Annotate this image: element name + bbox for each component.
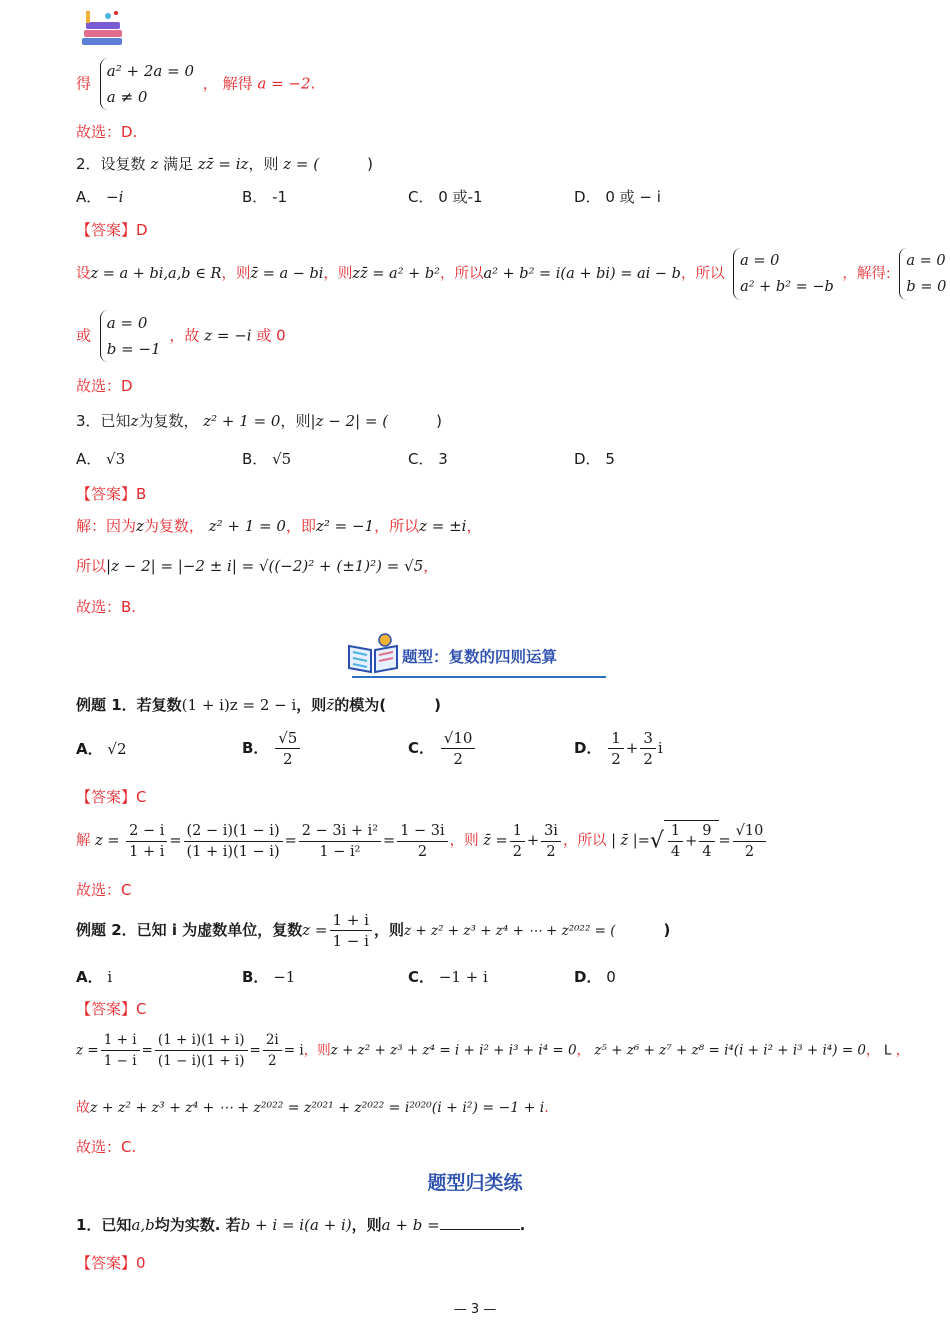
ex2-option-d[interactable] — [574, 966, 616, 987]
page-number: — 3 — — [453, 1302, 497, 1317]
frac-den: 1 − i — [103, 1053, 137, 1069]
math: | z̄ |= — [611, 833, 650, 849]
frac-num: 2i — [263, 1030, 282, 1051]
math: z + z² + z³ + z⁴ + ⋯ + z²⁰²² = ( — [403, 923, 616, 939]
text: ，则 — [449, 833, 479, 849]
option-letter: B． — [242, 450, 268, 468]
open-book-icon — [345, 632, 401, 676]
q1-solution-line — [76, 58, 315, 110]
option-letter: C． — [408, 968, 435, 986]
math: zz̄ = iz — [197, 155, 249, 173]
ex2-choice: 故选：C. — [76, 1138, 137, 1156]
option-letter: C． — [408, 739, 435, 757]
text: 所以 — [76, 557, 107, 575]
option-value: 3 — [438, 450, 448, 468]
option-value: −1 + i — [438, 968, 488, 986]
text: ，即 — [285, 517, 316, 535]
frac-num: 2 − i — [126, 821, 167, 842]
ex1-option-a[interactable] — [76, 738, 127, 759]
frac-den: (1 − i)(1 + i) — [157, 1053, 245, 1069]
sys-line: b = 0 — [906, 279, 947, 295]
option-value: 0 或-1 — [438, 188, 483, 206]
frac-num: √10 — [441, 728, 476, 749]
q2-solution-line1 — [76, 248, 950, 300]
text: ) — [663, 921, 671, 939]
math: z̄ = a − bi — [250, 266, 324, 282]
math: a,b — [131, 1216, 155, 1234]
q3-option-d[interactable] — [574, 448, 615, 469]
ex1-option-d[interactable] — [574, 728, 663, 769]
q2-answer: 【答案】D — [76, 221, 148, 239]
frac-num: (2 − i)(1 − i) — [184, 821, 283, 842]
frac-num: √10 — [733, 821, 767, 842]
frac-num: (1 + i)(1 + i) — [155, 1030, 248, 1051]
header-books-icon — [78, 8, 130, 50]
frac-den: 2 — [643, 750, 653, 768]
frac-num: √5 — [275, 728, 300, 749]
math: z = ( — [283, 155, 320, 173]
frac-den: 4 — [670, 844, 681, 860]
q3-option-a[interactable] — [76, 448, 125, 469]
math: a = −2 — [257, 74, 311, 93]
option-letter: D． — [574, 450, 601, 468]
text: ， — [895, 1042, 910, 1059]
math: z — [150, 155, 159, 173]
math: |z − 2| = |−2 ± i| = √((−2)² + (±1)²) = √5 — [106, 557, 424, 575]
math: z² + 1 = 0 — [208, 517, 286, 535]
option-letter: A． — [76, 968, 103, 986]
q3-option-b[interactable] — [242, 448, 291, 469]
q2-option-d[interactable] — [574, 186, 661, 207]
text: ，所以 — [439, 266, 484, 282]
math: + — [625, 739, 639, 757]
option-value: i — [107, 968, 113, 986]
option-letter: D． — [574, 739, 602, 757]
text: 1．已知 — [76, 1216, 132, 1234]
math: z — [136, 517, 144, 535]
frac-num: 3 — [640, 728, 656, 749]
p1-answer: 【答案】0 — [76, 1254, 146, 1272]
option-value: √2 — [107, 740, 127, 758]
text: 为复数， — [138, 412, 199, 430]
option-value: -1 — [272, 188, 288, 206]
q1-choice: 故选：D. — [76, 123, 138, 141]
frac-den: 4 — [702, 844, 712, 860]
ex1-option-c[interactable] — [408, 728, 477, 769]
math: + — [526, 833, 540, 849]
text: 或 — [76, 326, 92, 345]
text: ， — [866, 1042, 880, 1059]
frac-den: 1 + i — [129, 843, 165, 860]
option-letter: B． — [242, 739, 269, 757]
text: 设 — [76, 266, 91, 282]
math: z = ±i — [419, 517, 467, 535]
answer-blank[interactable] — [440, 1215, 520, 1230]
math: z̄ — [326, 696, 335, 714]
math: i — [657, 739, 663, 757]
frac-den: 2 — [417, 843, 428, 860]
math: a² + b² = i(a + bi) = ai − b — [483, 266, 681, 282]
q3-stem — [76, 410, 442, 431]
sys-line: a² + 2a = 0 — [106, 62, 194, 80]
math: zz̄ = a² + b² — [352, 266, 440, 282]
text: ，则 — [248, 155, 279, 173]
frac-den: 1 − i² — [319, 843, 361, 860]
option-letter: D． — [574, 188, 601, 206]
option-letter: A． — [76, 740, 103, 758]
option-value: √3 — [106, 450, 126, 468]
text: 例题 2．已知 i 为虚数单位，复数 — [76, 921, 303, 939]
q2-stem — [76, 153, 373, 174]
q3-solution-line1 — [76, 515, 482, 536]
equation-system — [100, 58, 194, 110]
text: 解：因为 — [76, 517, 137, 535]
text: ，解得: — [842, 266, 891, 282]
ex2-stem — [76, 910, 670, 951]
option-letter: B． — [242, 188, 268, 206]
ex1-solution: 解 z = $\frac{2 - i}{1 + i}$ = $\frac{(2 - i)(1 - i)}{(1 + i)(1 - i)}$ = $\frac{\text{2 − 3i + i²}}{\text{1 − i²}}$ = $\frac{1 - 3i}{2}$ ，则 z̄ = $\frac{1}{2}$ + $\frac{3i}{2}$ ，所以 | z̄ |=√ $\frac{1}{4}$ + $\frac{9}{4}$ = $\frac{√10}{2}$ — [76, 820, 768, 862]
math: z = −i — [204, 326, 252, 345]
q3-solution-line2 — [76, 555, 438, 576]
option-value: 0 — [606, 968, 616, 986]
option-value: −i — [106, 188, 124, 206]
frac-den: 2 — [512, 843, 522, 860]
text: ) — [436, 412, 442, 430]
option-letter: D． — [574, 968, 602, 986]
option-value: √5 — [272, 450, 292, 468]
sys-line: b = −1 — [106, 340, 161, 358]
equation-system — [733, 248, 834, 300]
text: 均为实数. 若 — [154, 1216, 241, 1234]
frac-den: 2 — [546, 843, 556, 860]
math: z + z² + z³ + z⁴ + ⋯ + z²⁰²² = z²⁰²¹ + z²⁰²² = i²⁰²⁰(i + i²) = −1 + i — [90, 1100, 545, 1116]
frac-den: 2 — [283, 750, 293, 768]
ex1-stem — [76, 694, 441, 715]
q2-option-c[interactable] — [408, 186, 483, 207]
text: ，则 — [221, 266, 251, 282]
text: ，则 — [323, 266, 353, 282]
frac-den: 2 — [267, 1053, 277, 1069]
option-letter: C． — [408, 450, 434, 468]
text: ，所以 — [374, 517, 420, 535]
option-letter: C． — [408, 188, 434, 206]
frac-num: 1 — [510, 821, 525, 842]
math: a + b = — [381, 1216, 440, 1234]
option-letter: B． — [242, 968, 269, 986]
sys-line: a = 0 — [106, 314, 148, 332]
math: z = — [76, 1042, 99, 1059]
frac-den: 1 − i — [332, 932, 369, 950]
ex1-option-b[interactable] — [242, 728, 302, 769]
frac-num: 1 — [668, 821, 683, 842]
math: L — [883, 1042, 892, 1059]
text: 得 — [76, 74, 92, 93]
text: ，则 — [296, 696, 327, 714]
text: 2．设复数 — [76, 155, 146, 173]
math: z̄ = — [483, 833, 508, 849]
section-title: 题型归类练 — [427, 1172, 523, 1194]
math: = i — [283, 1042, 304, 1059]
frac-num: 3i — [541, 821, 561, 842]
math: z² = −1 — [315, 517, 375, 535]
math: z⁵ + z⁶ + z⁷ + z⁸ = i⁴(i + i² + i³ + i⁴) = 0 — [594, 1042, 867, 1059]
math: z² + 1 = 0 — [203, 412, 281, 430]
frac-num: 2 − 3i + i² — [299, 821, 381, 842]
ex1-choice: 故选：C — [76, 881, 132, 899]
math: = — [718, 833, 731, 849]
text: 解得 — [222, 74, 253, 93]
p1-stem — [76, 1214, 525, 1235]
q2-solution-line2 — [76, 310, 286, 362]
text: ) — [367, 155, 373, 173]
q2-choice: 故选：D — [76, 377, 133, 395]
ex2-option-c[interactable] — [408, 966, 488, 987]
sys-line: a² + b² = −b — [740, 279, 834, 295]
equation-system — [899, 248, 946, 300]
text: ，所以 — [562, 833, 607, 849]
q2-option-a[interactable] — [76, 186, 123, 207]
math: z = a + bi,a,b ∈ R — [90, 266, 222, 282]
frac-den: 2 — [611, 750, 621, 768]
option-value: 0 或 − i — [605, 188, 661, 206]
text: . — [519, 1216, 526, 1234]
banner-title: 题型：复数的四则运算 — [402, 648, 558, 666]
text: ，则 — [303, 1042, 331, 1059]
math: (1 + i)z = 2 − i — [181, 696, 297, 714]
ex2-solution-line1: z = $\frac{1 + i}{1 - i}$ = $\frac{(1 + i)(1 + i)}{(1 - i)(1 + i)}$ = $\frac{2i}{2}$ = i，则z + z² + z³ + z⁴ = i + i² + i³ + i⁴ = 0， z⁵ + z⁶ + z⁷ + z⁸ = i⁴(i + i² + i³ + i⁴) = 0， L ， — [76, 1032, 910, 1069]
ex1-answer: 【答案】C — [76, 788, 147, 806]
text: . — [544, 1100, 549, 1116]
text: ， — [202, 74, 218, 93]
text: . — [310, 74, 316, 93]
text: 或 0 — [256, 326, 286, 345]
sys-line: a = 0 — [740, 253, 780, 269]
frac-num: 9 — [699, 821, 714, 842]
frac-num: 1 + i — [330, 910, 372, 931]
ex2-option-a[interactable] — [76, 966, 112, 987]
text: ，则 — [373, 921, 404, 939]
option-value: −1 — [273, 968, 296, 986]
math: z + z² + z³ + z⁴ = i + i² + i³ + i⁴ = 0 — [330, 1042, 577, 1059]
math: z = — [302, 921, 328, 939]
text: 例题 1．若复数 — [76, 696, 182, 714]
text: 3．已知 — [76, 412, 131, 430]
option-value: 5 — [605, 450, 615, 468]
option-letter: A． — [76, 450, 102, 468]
frac-num: 1 — [608, 728, 624, 749]
frac-den: 2 — [453, 750, 463, 768]
frac-num: 1 − 3i — [397, 821, 447, 842]
text: ，则 — [280, 412, 311, 430]
math: z — [130, 412, 139, 430]
math: b + i = i(a + i) — [240, 1216, 352, 1234]
math: z = — [95, 833, 120, 849]
ex2-option-b[interactable] — [242, 966, 295, 987]
banner-underline — [352, 676, 606, 678]
text: ) — [434, 696, 441, 714]
q3-choice: 故选：B. — [76, 598, 137, 616]
text: ，则 — [351, 1216, 382, 1234]
text: ，所以 — [680, 266, 725, 282]
frac-den: 2 — [744, 843, 755, 860]
math: |z − 2| = ( — [310, 412, 389, 430]
q3-answer: 【答案】B — [76, 485, 147, 503]
option-letter: A． — [76, 188, 102, 206]
ex2-solution-line2 — [76, 1097, 549, 1117]
equation-system — [100, 310, 161, 362]
text: ， — [466, 517, 482, 535]
q3-option-c[interactable] — [408, 448, 448, 469]
q2-option-b[interactable] — [242, 186, 287, 207]
frac-den: (1 + i)(1 − i) — [186, 843, 280, 860]
text: 满足 — [163, 155, 194, 173]
text: ，故 — [169, 326, 200, 345]
ex2-answer: 【答案】C — [76, 1000, 147, 1018]
text: 解 — [76, 833, 91, 849]
frac-num: 1 + i — [101, 1030, 140, 1051]
text: 为复数， — [143, 517, 204, 535]
text: 的模为( — [334, 696, 387, 714]
text: ， — [576, 1042, 591, 1059]
sys-line: a = 0 — [906, 253, 946, 269]
text: 故 — [76, 1100, 90, 1116]
text: ， — [423, 557, 439, 575]
sys-line: a ≠ 0 — [106, 88, 148, 106]
